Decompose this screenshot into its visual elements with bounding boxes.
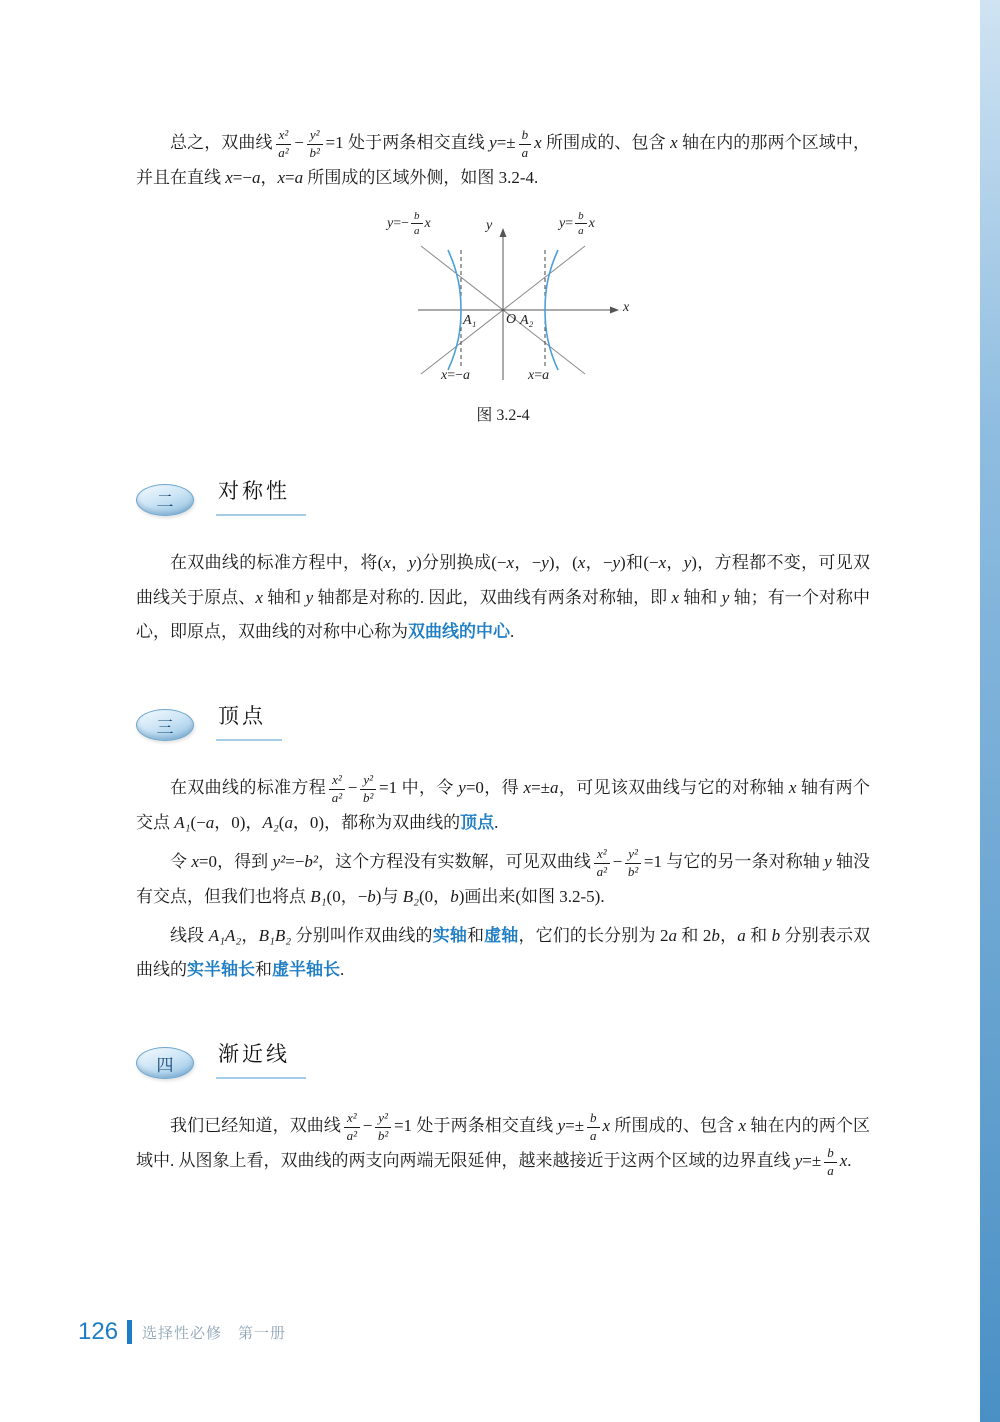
- line-x-neg-a-label: x =− a: [441, 367, 471, 383]
- paragraph: 线段 A₁A₂，B₁B₂ 分别叫作双曲线的实轴和虚轴，它们的长分别为 2a 和 2b，a 和 b 分别表示双曲线的实半轴长和虚半轴长.: [136, 925, 871, 980]
- section-header: [136, 700, 870, 741]
- page-footer: [78, 1318, 286, 1346]
- paragraph: 在双曲线的标准方程 $\frac{\text{x²}}{\text{a²}}$ − $\frac{\text{y²}}{\text{b²}}$ =1 中，令 y=0，得 x=±a，可见该双曲线与它的对称轴 x 轴有两个交点 A₁(−a，0)，A₂(a，0)，都称为双曲线的顶点.: [136, 771, 871, 833]
- section-number-badge: 三: [136, 709, 194, 741]
- section-title: 渐近线: [216, 1038, 306, 1079]
- origin-label: O: [506, 311, 517, 327]
- section-header: [136, 1038, 870, 1079]
- hyperbola-figure: [353, 210, 653, 386]
- book-title: 选择性必修 第一册: [142, 1324, 287, 1342]
- section-symmetry: [136, 475, 870, 651]
- section-vertices: [136, 700, 870, 988]
- y-axis-arrow: [500, 228, 507, 237]
- section-number-badge: 四: [136, 1047, 194, 1079]
- vertex-a2-label: A₂: [520, 312, 534, 328]
- intro-paragraph: 总之，双曲线 $\frac{\text{x²}}{\text{a²}}$ − $\frac{\text{y²}}{\text{b²}}$ =1 处于两条相交直线 y=± $\frac{b}{a}$ x 所围成的、包含 x 轴在内的那两个区域中，并且在直线 x=−a，x=a 所围成的区域外侧，如图 3.2-4.: [136, 126, 871, 187]
- asymptote-label-positive: y = $\frac{b}{a}$ x: [559, 209, 595, 238]
- asymptote-label-negative: y =− $\frac{b}{a}$ x: [387, 209, 431, 238]
- section-header: [136, 475, 870, 516]
- x-axis-label: x: [623, 299, 630, 315]
- section-title: 对称性: [216, 475, 306, 516]
- y-axis-label: y: [486, 217, 493, 233]
- paragraph: 令 x=0，得到 y²=−b²，这个方程没有实数解，可见双曲线 $\frac{\text{x²}}{\text{a²}}$ − $\frac{\text{y²}}{\text{b²}}$ =1 与它的另一条对称轴 y 轴没有交点，但我们也将点 B₁(0，−b)与 B₂(0，b)画出来(如图 3.2-5).: [136, 845, 871, 906]
- line-x-a-label: x = a: [528, 367, 550, 383]
- paragraph: 在双曲线的标准方程中，将(x，y)分别换成(−x，−y)，(x，−y)和(−x，y)，方程都不变，可见双曲线关于原点、x 轴和 y 轴都是对称的. 因此，双曲线有两条对称轴，即 x 轴和 y 轴；有一个对称中心，即原点，双曲线的对称中心称为双曲线的中心.: [136, 552, 871, 642]
- figure-caption: 图 3.2-4: [476, 406, 530, 424]
- page-number: 126: [78, 1318, 119, 1345]
- section-title: 顶点: [216, 700, 282, 741]
- section-asymptotes: [136, 1038, 870, 1179]
- x-axis-arrow: [610, 306, 619, 313]
- vertex-a1-label: A₁: [463, 312, 477, 328]
- figure-3-2-4: [343, 210, 663, 425]
- section-number-badge: 二: [136, 484, 194, 516]
- footer-divider: [127, 1320, 132, 1344]
- page-edge-band: [980, 0, 1000, 1422]
- paragraph: 我们已经知道，双曲线 $\frac{\text{x²}}{\text{a²}}$ − $\frac{\text{y²}}{\text{b²}}$ =1 处于两条相交直线 y=± $\frac{b}{a}$ x 所围成的、包含 x 轴在内的两个区域中. 从图象上看，双曲线的两支向两端无限延伸，越来越接近于这两个区域的边界直线 y=± $\frac{b}{a}$ x.: [136, 1109, 871, 1178]
